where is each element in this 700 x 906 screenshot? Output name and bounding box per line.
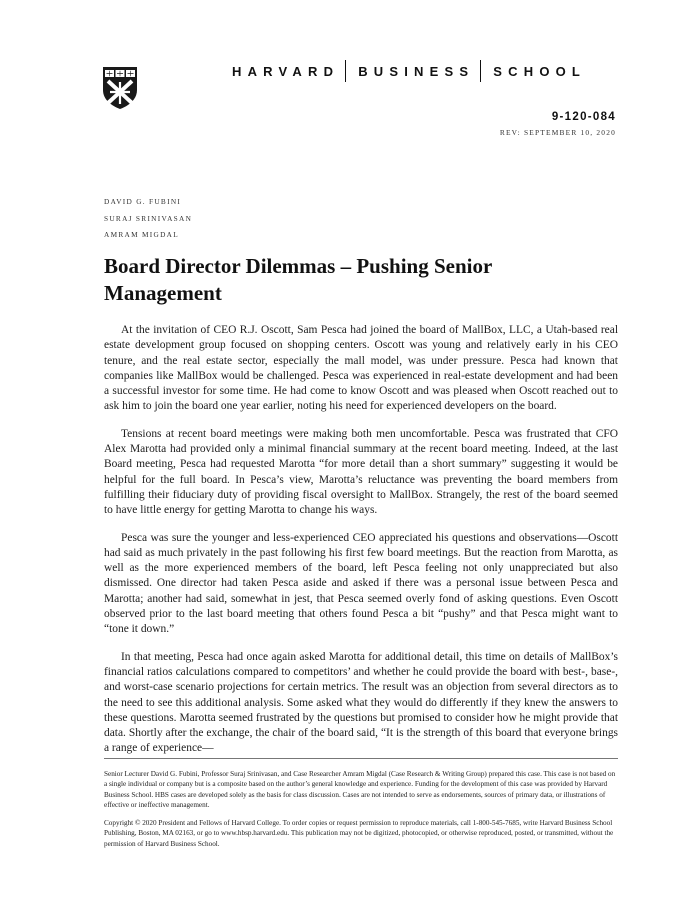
case-body [104, 323, 618, 769]
wordmark-divider [345, 60, 346, 82]
body-paragraph: In that meeting, Pesca had once again asked Marotta for additional detail, this time on details of MallBox’s financial ratios calculations compared to competitors’ and whether he could provide the board with best-, base-, and worst-case scenario projections for certain metrics. The result was an objection from several directors as to the need to see this additional analysis. Some asked what they would do differently if they knew the answers to these questions. Marotta seemed frustrated by the questions but promised to consider how he might provide that data. Shortly after the exchange, the chair of the board said, “It is the strength of this board that everyone brings a range of experience— [104, 650, 618, 755]
school-wordmark [232, 61, 586, 81]
wordmark-harvard: HARVARD [232, 63, 340, 79]
wordmark-divider [480, 60, 481, 82]
hbs-veritas-shield-icon [102, 66, 138, 110]
author-list [104, 197, 192, 247]
body-paragraph: Pesca was sure the younger and less-experienced CEO appreciated his questions and observations—Oscott had said as much privately in the past following his first few board meetings. But the reaction from Marotta, as well as the more experienced members of the board, left Pesca feeling not only unappreciated but also dismissed. One director had taken Pesca aside and asked if there was a personal issue between Pesca and Marotta; another had said, somewhat in jest, that Pesca seemed overly fond of asking questions. Even Oscott observed prior to the last board meeting that others found Pesca a bit “pushy” and that Pesca might want to “tone it down.” [104, 531, 618, 636]
preparation-note: Senior Lecturer David G. Fubini, Professor Suraj Srinivasan, and Case Researcher Amram Migdal (Case Research & Writing Group) prepared this case. This case is not based on a single individual or company but is a composite based on the author’s general knowledge and experience. Funding for the development of this case was provided by Harvard Business School. HBS cases are developed solely as the basis for class discussion. Cases are not intended to serve as endorsements, sources of primary data, or illustrations of effective or ineffective management. [104, 770, 616, 810]
body-paragraph: At the invitation of CEO R.J. Oscott, Sam Pesca had joined the board of MallBox, LLC, a Utah-based real estate development group focused on shopping centers. Oscott was young and relatively early in his CEO tenure, and the real estate sector, especially the mall model, was under pressure. Pesca had known that companies like MallBox would be challenged. Pesca was experienced in real-estate development and had been a successful investor for some time. He had come to know Oscott and was pleased when Oscott reached out to ask him to join the board one year earlier, noting his need for experienced developers on the board. [104, 324, 618, 413]
footnote-divider [104, 758, 618, 759]
revision-date: REV: SEPTEMBER 10, 2020 [499, 128, 616, 137]
copyright-notice: Copyright © 2020 President and Fellows of Harvard College. To order copies or request permission to reproduce materials, call 1-800-545-7685, write Harvard Business School Publishing, Boston, MA 02163, or go to www.hbsp.harvard.edu. This publication may not be digitized, photocopied, or otherwise reproduced, posted, or transmitted, without the permission of Harvard Business School. [104, 819, 614, 848]
author-name: SURAJ SRINIVASAN [104, 213, 193, 223]
wordmark-school: SCHOOL [493, 63, 587, 79]
body-paragraph: Tensions at recent board meetings were making both men uncomfortable. Pesca was frustrated that CFO Alex Marotta had provided only a minimal financial summary at the recent board meeting. Indeed, at the last Board meeting, Pesca had requested Marotta “for more detail than a short summary” suggesting it would be helpful for the full board. In Pesca’s view, Marotta’s reluctance was preventing the board members from fulfilling their fiduciary duty of providing fiscal oversight to MallBox. Strangely, the rest of the board seemed to have little energy for getting Marotta to change his ways. [104, 427, 618, 517]
case-title: Board Director Dilemmas – Pushing Senior Management [104, 254, 492, 305]
author-name: DAVID G. FUBINI [104, 197, 182, 206]
case-number: 9-120-084 [551, 111, 616, 123]
wordmark-business: BUSINESS [358, 63, 475, 79]
author-name: AMRAM MIGDAL [104, 230, 179, 239]
